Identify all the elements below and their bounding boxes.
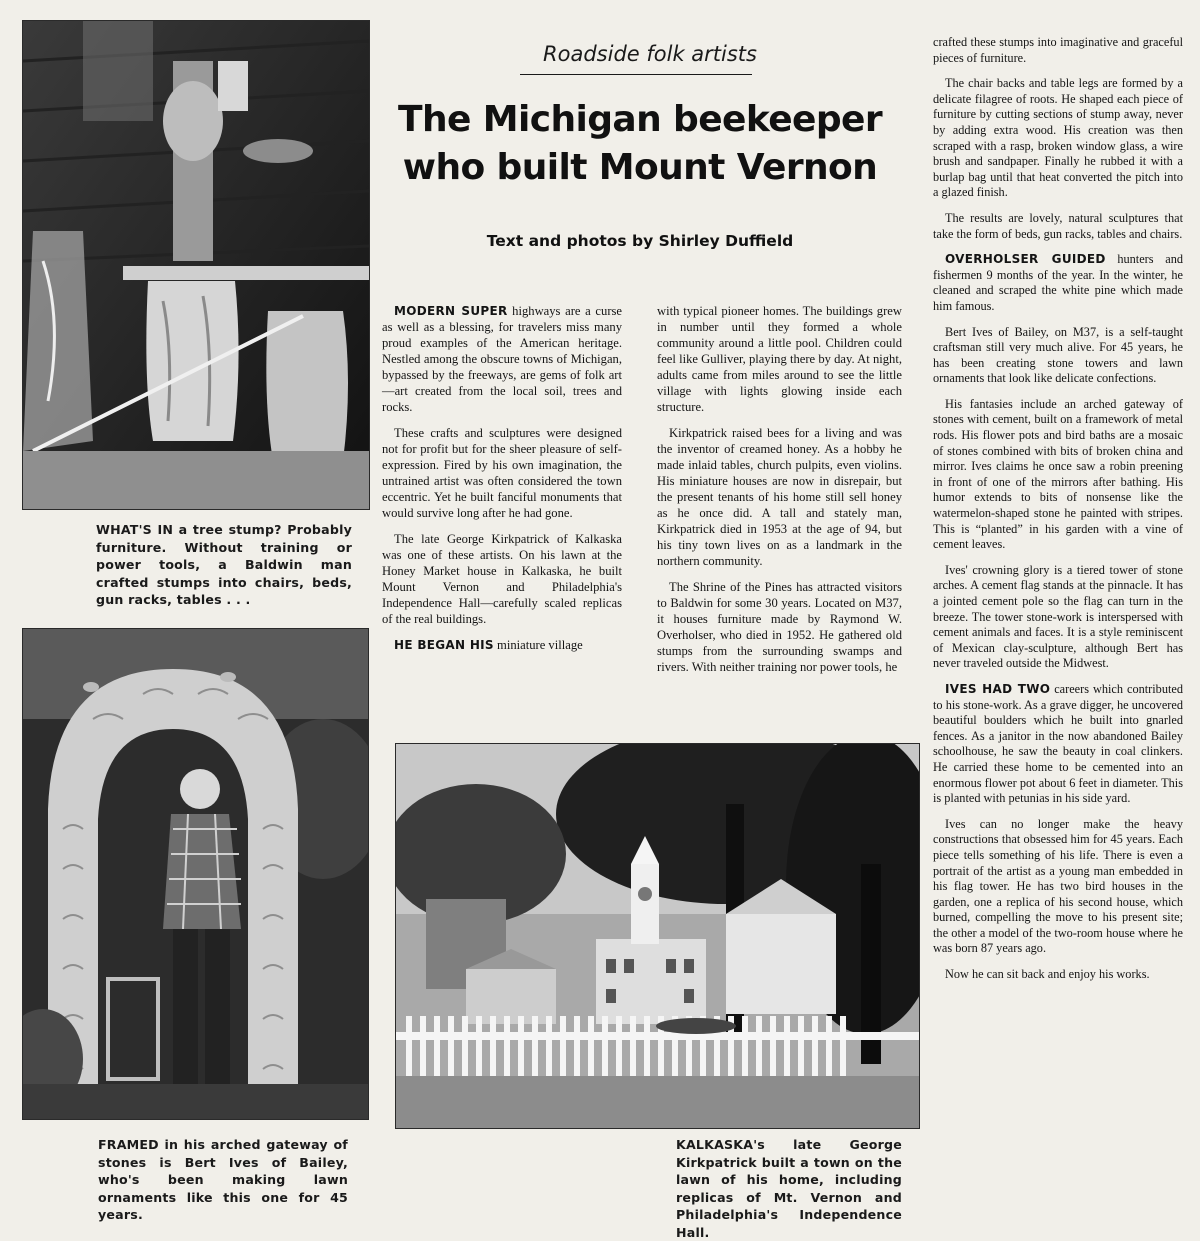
paragraph-text: highways are a curse as well as a blessing, for travelers miss many proud examples of the American heritage. Nestled among the obscure towns of Michigan, bypassed by the freeways, are gems of folk art—art created from the local soil, trees and rocks.	[382, 304, 623, 414]
paragraph-text: The results are lovely, natural sculptures that take the form of beds, gun racks, tables and chairs.	[933, 210, 1183, 241]
paragraph-text: These crafts and sculptures were designed not for profit but for the sheer pleasure of self-expression. Fired by his own imagination, the untrained artist was often considered the town eccentric. Yet he built fanciful monuments that would survive long after he had gone.	[382, 426, 622, 520]
headline: The Michigan beekeeper who built Mount Vernon	[398, 99, 882, 188]
paragraph-text: with typical pioneer homes. The buildings grew in number until they formed a whole community around a little pool. Children could feel like Gulliver, playing there by day. At night, adults came from miles around to see the little village with lights glowing inside each structure.	[657, 304, 902, 414]
stump-furniture-photo	[22, 20, 370, 510]
village-photo-caption: KALKASKA's late George Kirkpatrick built a town on the lawn of his home, including replicas of Mt. Vernon and Philadelphia's Independence Hall.	[676, 1137, 902, 1240]
paragraph-text: crafted these stumps into imaginative and graceful pieces of furniture.	[933, 35, 1183, 65]
paragraph	[382, 303, 622, 415]
byline: Text and photos by Shirley Duffield	[486, 232, 794, 250]
paragraph-text: Bert Ives of Bailey, on M37, is a self-taught craftsman still very much alive. For 45 years, he has been creating stone towers and lawn ornaments that look like delicate confections.	[933, 324, 1183, 386]
stump-photo-caption: WHAT'S IN a tree stump? Probably furniture. Without training or power tools, a Baldwin man crafted stumps into chairs, beds, gun racks, tables . . .	[96, 522, 352, 607]
paragraph	[933, 967, 1183, 983]
article-column-2	[657, 303, 902, 685]
article-column-3	[933, 35, 1183, 993]
paragraph-lead-in: MODERN SUPER	[394, 304, 508, 318]
paragraph-text: careers which contributed to his stone-work. As a grave digger, he uncovered beautiful boulders which he built into gnarled fences. As a janitor in the now abandoned Bailey schoolhouse, he saw the beauty in coal clinkers. He carried these home to be cemented into an enormous flower pot about 6 feet in diameter. This is planted with petunias in his side yard.	[933, 681, 1183, 806]
paragraph-lead-in: HE BEGAN HIS	[394, 638, 494, 652]
paragraph-text: Ives' crowning glory is a tiered tower of stone arches. A cement flag stands at the pinnacle. It has a jointed cement pole so the flag can turn in the breeze. The tower stone-work is interspersed with cement animals and faces. It is a style reminiscent of Mexican clay-sculpture, although Bert has never traveled outside the Midwest.	[933, 562, 1183, 671]
paragraph	[933, 211, 1183, 242]
paragraph-text: His fantasies include an arched gateway of stones with cement, built on a framework of metal rods. His flower pots and bird baths are a mosaic of stones combined with bits of broken china and mirror. Ives claims he once saw a robin preening in front of one of the mirrors after bathing. His humor extends to bits of nonsense like the watermelon-shaped stone he painted with stripes. This is “planted” in his garden with a vine of cement leaves.	[933, 396, 1183, 552]
paragraph-text: Kirkpatrick raised bees for a living and was the inventor of creamed honey. As a hobby he made inlaid tables, church pulpits, even violins. His miniature houses are now in disrepair, but the present tenants of his home still sell honey as he once did. A tall and stately man, Kirkpatrick died in 1953 at the age of 94, but his tiny town lives on as a landmark in the northern community.	[657, 426, 902, 568]
kicker: Roadside folk artists	[543, 42, 757, 66]
paragraph-lead-in: IVES HAD TWO	[945, 681, 1051, 696]
paragraph	[933, 35, 1183, 66]
paragraph-text: The chair backs and table legs are formed by a delicate filagree of roots. He shaped each piece of furniture by cutting sections of stump away, never by adding extra wood. His creation was then scraped with a rasp, broken window glass, a wire brush and sandpaper. Finally he rubbed it with a burlap bag until that heat converted the pitch into a glazed finish.	[933, 76, 1183, 200]
paragraph	[933, 563, 1183, 672]
miniature-village-photo	[395, 743, 920, 1129]
paragraph	[382, 425, 622, 521]
paragraph	[382, 637, 622, 653]
paragraph	[657, 425, 902, 569]
paragraph-lead-in: OVERHOLSER GUIDED	[945, 252, 1106, 267]
paragraph	[657, 579, 902, 675]
kicker-underline	[520, 74, 752, 75]
paragraph	[382, 531, 622, 627]
paragraph	[933, 682, 1183, 807]
paragraph	[933, 325, 1183, 387]
paragraph-text: The Shrine of the Pines has attracted visitors to Baldwin for some 30 years. Located on M37, it houses furniture made by Raymond W. Overholser, who died in 1952. He gathered old stumps from the surrounding swamps and rivers. With neither training nor power tools, he	[657, 580, 902, 674]
paragraph-text: The late George Kirkpatrick of Kalkaska was one of these artists. On his lawn at the Honey Market house in Kalkaska, he built Mount Vernon and Philadelphia's Independence Hall—carefully scaled replicas of the real buildings.	[382, 532, 622, 626]
paragraph-text: hunters and fishermen 9 months of the year. In the winter, he cleaned and scraped the white pine which made him famous.	[933, 252, 1183, 313]
paragraph	[933, 252, 1183, 314]
gateway-photo-caption: FRAMED in his arched gateway of stones is Bert Ives of Bailey, who's been making lawn ornaments like this one for 45 years.	[98, 1137, 348, 1222]
paragraph	[933, 76, 1183, 201]
paragraph-text: miniature village	[493, 638, 583, 652]
paragraph-text: Ives can no longer make the heavy constructions that obsessed him for 45 years. Each piece tells something of his life. There is even a portrait of the artist as a young man embedded in his flag tower. He has two bird houses in the garden, one a replica of his second house, which burned, compelling the move to his present site; the other a model of the two-room house where he was born 87 years ago.	[933, 816, 1183, 956]
stone-gateway-photo	[22, 628, 369, 1120]
article-column-1	[382, 303, 622, 663]
paragraph	[933, 397, 1183, 553]
paragraph-text: Now he can sit back and enjoy his works.	[945, 967, 1150, 982]
paragraph	[657, 303, 902, 415]
paragraph	[933, 817, 1183, 957]
